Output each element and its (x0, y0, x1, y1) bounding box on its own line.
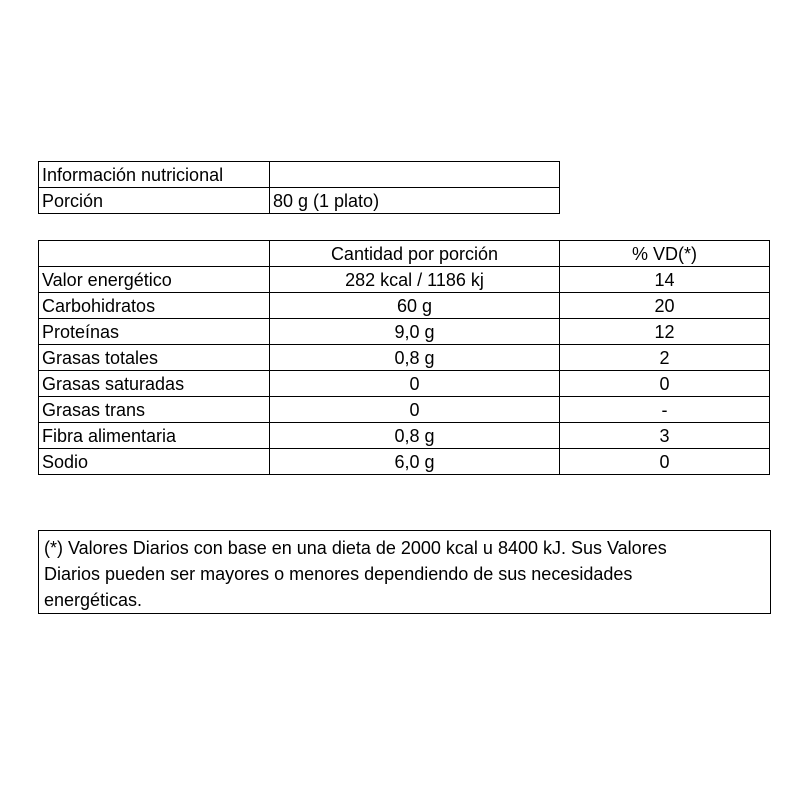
nutrient-vd: 20 (560, 293, 770, 319)
table-row (39, 345, 770, 371)
portion-label: Porción (39, 188, 270, 214)
nutrient-name: Sodio (39, 449, 270, 475)
footnote-line: Diarios pueden ser mayores o menores dependiendo de sus necesidades (44, 564, 633, 584)
nutrient-amount: 6,0 g (270, 449, 560, 475)
nutrient-name: Grasas totales (39, 345, 270, 371)
table-row (39, 293, 770, 319)
table-header-row (39, 241, 770, 267)
table-row (39, 423, 770, 449)
nutrient-vd: 0 (560, 371, 770, 397)
table-row (39, 267, 770, 293)
nutrient-amount: 0 (270, 397, 560, 423)
nutrient-vd: 0 (560, 449, 770, 475)
title-label: Información nutricional (39, 162, 270, 188)
column-header-amount: Cantidad por porción (270, 241, 560, 267)
nutrient-table (38, 240, 770, 475)
column-header-vd: % VD(*) (560, 241, 770, 267)
portion-value: 80 g (1 plato) (270, 188, 560, 214)
footnote-line: (*) Valores Diarios con base en una dieta de 2000 kcal u 8400 kJ. Sus Valores (44, 538, 667, 558)
nutrient-amount: 0 (270, 371, 560, 397)
nutrient-name: Fibra alimentaria (39, 423, 270, 449)
nutrient-amount: 60 g (270, 293, 560, 319)
table-row (39, 397, 770, 423)
nutrient-name: Grasas trans (39, 397, 270, 423)
footnote-line: energéticas. (44, 590, 143, 610)
nutrient-name: Grasas saturadas (39, 371, 270, 397)
nutrient-name: Carbohidratos (39, 293, 270, 319)
table-row (39, 188, 560, 214)
nutrient-vd: 3 (560, 423, 770, 449)
nutrition-header-table (38, 161, 560, 214)
table-row (39, 449, 770, 475)
nutrient-name: Proteínas (39, 319, 270, 345)
nutrient-name: Valor energético (39, 267, 270, 293)
table-row (39, 371, 770, 397)
nutrient-amount: 0,8 g (270, 345, 560, 371)
nutrient-amount: 0,8 g (270, 423, 560, 449)
nutrient-vd: 2 (560, 345, 770, 371)
nutrient-amount: 282 kcal / 1186 kj (270, 267, 560, 293)
nutrient-vd: 14 (560, 267, 770, 293)
nutrient-vd: - (560, 397, 770, 423)
table-row (39, 319, 770, 345)
nutrient-vd: 12 (560, 319, 770, 345)
column-header-nutrient (39, 241, 270, 267)
title-value (270, 162, 560, 188)
table-row (39, 162, 560, 188)
nutrient-amount: 9,0 g (270, 319, 560, 345)
footnote-box (38, 530, 771, 614)
